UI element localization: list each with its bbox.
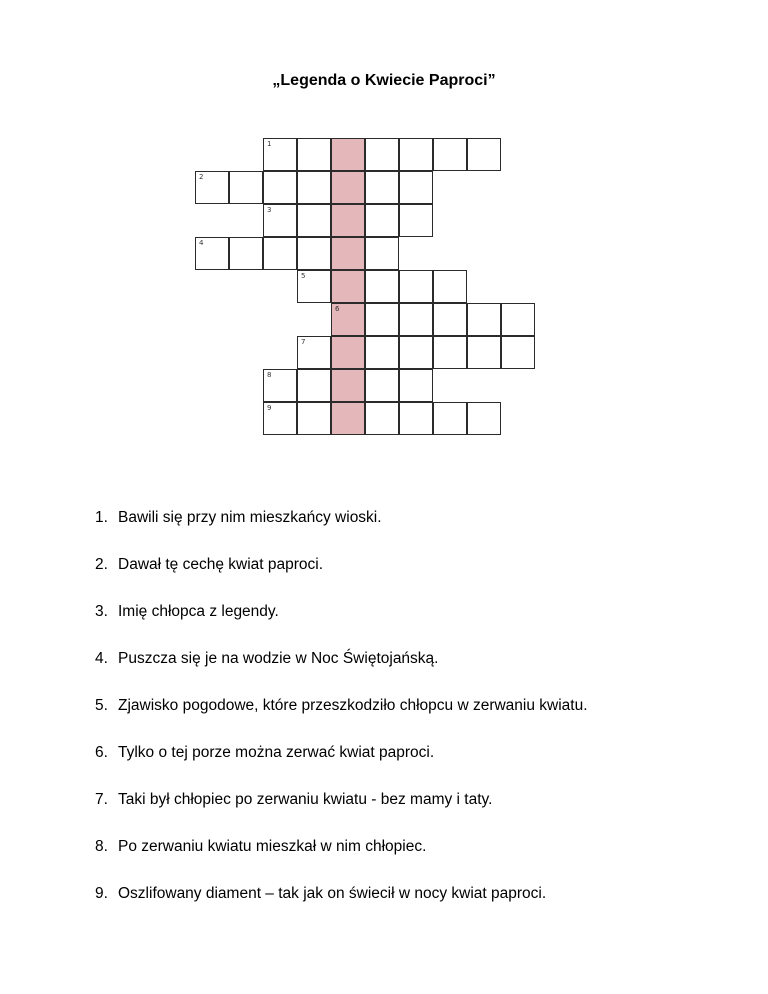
- clue-item: [95, 696, 735, 743]
- clue-item: [95, 790, 735, 837]
- crossword-cell[interactable]: [297, 369, 331, 402]
- crossword-cell[interactable]: [399, 336, 433, 369]
- crossword-cell[interactable]: [365, 237, 399, 270]
- crossword-cell[interactable]: [297, 402, 331, 435]
- clue-number-label: 6: [335, 305, 340, 313]
- clue-number-label: 9: [267, 404, 272, 412]
- clue-number-label: 7: [301, 338, 306, 346]
- clue-number: 4.: [95, 650, 108, 667]
- crossword-cell[interactable]: [297, 270, 331, 303]
- crossword-cell[interactable]: [365, 402, 399, 435]
- crossword-cell[interactable]: [263, 402, 297, 435]
- clue-number-label: 2: [199, 173, 204, 181]
- crossword-grid: [0, 0, 768, 460]
- crossword-cell[interactable]: [263, 204, 297, 237]
- crossword-cell[interactable]: [229, 171, 263, 204]
- clue-list: [95, 508, 735, 931]
- crossword-cell[interactable]: [365, 204, 399, 237]
- clue-item: [95, 649, 735, 696]
- clue-item: [95, 884, 735, 931]
- crossword-cell[interactable]: [433, 270, 467, 303]
- clue-text: Po zerwaniu kwiatu mieszkał w nim chłopiec.: [118, 838, 427, 855]
- clue-text: Bawili się przy nim mieszkańcy wioski.: [118, 509, 382, 526]
- crossword-cell[interactable]: [399, 270, 433, 303]
- crossword-cell[interactable]: [365, 270, 399, 303]
- crossword-cell[interactable]: [501, 336, 535, 369]
- crossword-cell[interactable]: [467, 336, 501, 369]
- crossword-cell[interactable]: [195, 237, 229, 270]
- crossword-cell[interactable]: [501, 303, 535, 336]
- crossword-cell[interactable]: [433, 336, 467, 369]
- crossword-cell[interactable]: [399, 402, 433, 435]
- clue-number: 8.: [95, 838, 108, 855]
- crossword-cell[interactable]: [297, 336, 331, 369]
- crossword-cell[interactable]: [263, 369, 297, 402]
- crossword-cell[interactable]: [467, 303, 501, 336]
- clue-text: Imię chłopca z legendy.: [118, 603, 279, 620]
- crossword-key-cell[interactable]: [331, 204, 365, 237]
- crossword-key-cell[interactable]: [331, 138, 365, 171]
- crossword-cell[interactable]: [467, 402, 501, 435]
- crossword-cell[interactable]: [263, 171, 297, 204]
- crossword-cell[interactable]: [433, 303, 467, 336]
- crossword-key-cell[interactable]: [331, 303, 365, 336]
- crossword-key-cell[interactable]: [331, 270, 365, 303]
- clue-text: Taki był chłopiec po zerwaniu kwiatu - bez mamy i taty.: [118, 791, 493, 808]
- crossword-cell[interactable]: [365, 303, 399, 336]
- clue-number: 6.: [95, 744, 108, 761]
- clue-number-label: 3: [267, 206, 272, 214]
- clue-number-label: 8: [267, 371, 272, 379]
- clue-item: [95, 743, 735, 790]
- crossword-cell[interactable]: [229, 237, 263, 270]
- crossword-key-cell[interactable]: [331, 369, 365, 402]
- clue-number: 9.: [95, 885, 108, 902]
- crossword-cell[interactable]: [399, 369, 433, 402]
- crossword-cell[interactable]: [365, 369, 399, 402]
- crossword-cell[interactable]: [297, 171, 331, 204]
- clue-item: [95, 555, 735, 602]
- crossword-cell[interactable]: [365, 138, 399, 171]
- clue-text: Puszcza się je na wodzie w Noc Świętojańską.: [118, 650, 439, 667]
- crossword-key-cell[interactable]: [331, 171, 365, 204]
- clue-number: 5.: [95, 697, 108, 714]
- clue-number: 2.: [95, 556, 108, 573]
- crossword-cell[interactable]: [263, 237, 297, 270]
- clue-text: Dawał tę cechę kwiat paproci.: [118, 556, 324, 573]
- crossword-cell[interactable]: [297, 138, 331, 171]
- crossword-cell[interactable]: [297, 237, 331, 270]
- crossword-cell[interactable]: [365, 336, 399, 369]
- clue-number: 7.: [95, 791, 108, 808]
- clue-number-label: 5: [301, 272, 306, 280]
- crossword-key-cell[interactable]: [331, 336, 365, 369]
- clue-text: Zjawisko pogodowe, które przeszkodziło chłopcu w zerwaniu kwiatu.: [118, 697, 588, 714]
- crossword-key-cell[interactable]: [331, 237, 365, 270]
- crossword-cell[interactable]: [297, 204, 331, 237]
- clue-text: Oszlifowany diament – tak jak on świecił w nocy kwiat paproci.: [118, 885, 547, 902]
- crossword-cell[interactable]: [467, 138, 501, 171]
- clue-number-label: 1: [267, 140, 272, 148]
- page-title: „Legenda o Kwiecie Paproci”: [272, 72, 496, 89]
- clue-number-label: 4: [199, 239, 204, 247]
- crossword-cell[interactable]: [399, 171, 433, 204]
- crossword-cell[interactable]: [399, 303, 433, 336]
- crossword-cell[interactable]: [365, 171, 399, 204]
- clue-text: Tylko o tej porze można zerwać kwiat paproci.: [118, 744, 435, 761]
- crossword-cell[interactable]: [399, 204, 433, 237]
- crossword-cell[interactable]: [433, 402, 467, 435]
- clue-item: [95, 508, 735, 555]
- crossword-key-cell[interactable]: [331, 402, 365, 435]
- crossword-cell[interactable]: [263, 138, 297, 171]
- clue-number: 3.: [95, 603, 108, 620]
- crossword-cell[interactable]: [433, 138, 467, 171]
- clue-item: [95, 837, 735, 884]
- crossword-cell[interactable]: [399, 138, 433, 171]
- clue-item: [95, 602, 735, 649]
- crossword-cell[interactable]: [195, 171, 229, 204]
- clue-number: 1.: [95, 509, 108, 526]
